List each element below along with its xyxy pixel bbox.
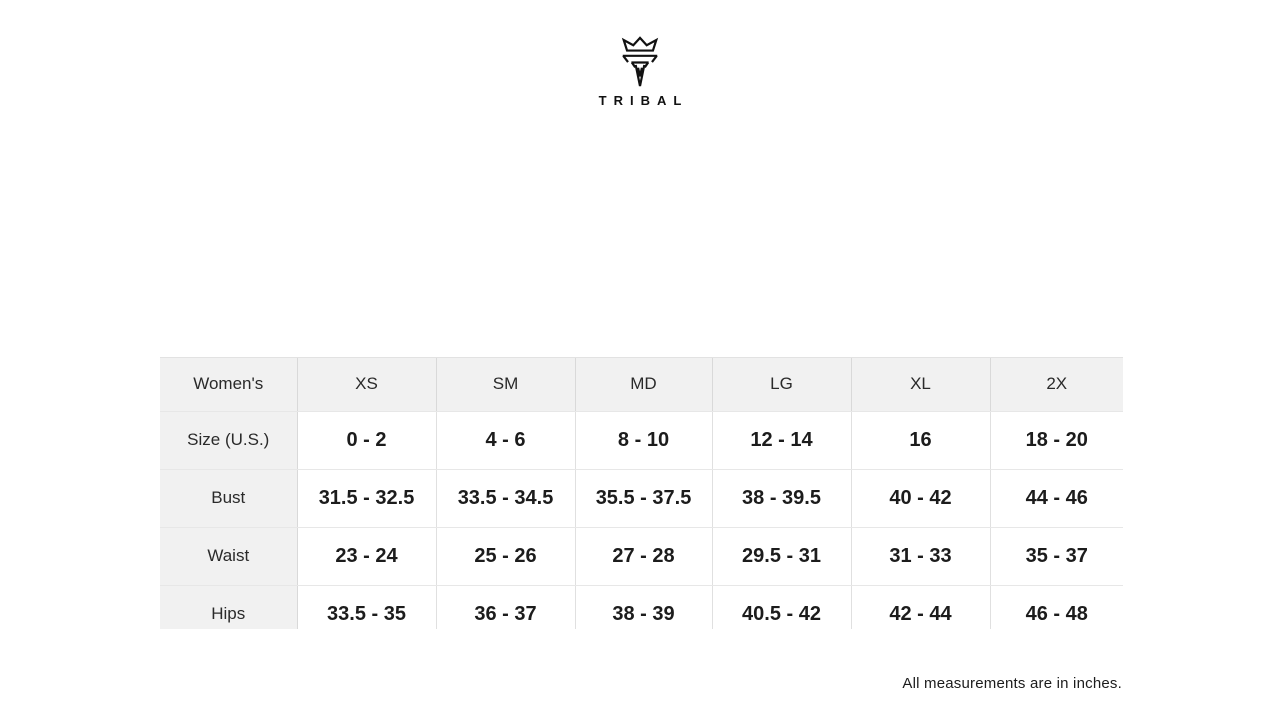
row-label: Waist [160,527,297,585]
table-cell: 42 - 44 [851,585,990,629]
table-cell: 36 - 37 [436,585,575,629]
row-label: Hips [160,585,297,629]
tribal-logo [0,36,1280,108]
table-row-hips [160,585,1123,629]
table-cell: 38 - 39.5 [712,469,851,527]
table-cell: 12 - 14 [712,411,851,469]
header-cell-2x: 2X [990,358,1123,411]
header-cell-lg: LG [712,358,851,411]
crown-t-logo-icon [617,36,663,90]
header-cell-md: MD [575,358,712,411]
table-row-bust [160,469,1123,527]
header-cell-xs: XS [297,358,436,411]
header-cell-sm: SM [436,358,575,411]
table-cell: 8 - 10 [575,411,712,469]
table-cell: 35.5 - 37.5 [575,469,712,527]
table-row-size [160,411,1123,469]
table-cell: 38 - 39 [575,585,712,629]
table-cell: 44 - 46 [990,469,1123,527]
table-cell: 35 - 37 [990,527,1123,585]
table-cell: 33.5 - 35 [297,585,436,629]
table-cell: 31.5 - 32.5 [297,469,436,527]
table-cell: 18 - 20 [990,411,1123,469]
table-cell: 16 [851,411,990,469]
table-cell: 40.5 - 42 [712,585,851,629]
header-row [160,358,1123,411]
table-cell: 33.5 - 34.5 [436,469,575,527]
table-cell: 31 - 33 [851,527,990,585]
size-chart-container [160,357,1123,629]
table-cell: 4 - 6 [436,411,575,469]
row-label: Size (U.S.) [160,411,297,469]
table-cell: 0 - 2 [297,411,436,469]
measurement-note: All measurements are in inches. [902,675,1122,692]
table-row-waist [160,527,1123,585]
table-cell: 27 - 28 [575,527,712,585]
table-cell: 46 - 48 [990,585,1123,629]
table-cell: 40 - 42 [851,469,990,527]
womens-size-chart [160,358,1123,629]
header-cell-womens: Women's [160,358,297,411]
row-label: Bust [160,469,297,527]
table-cell: 23 - 24 [297,527,436,585]
header-cell-xl: XL [851,358,990,411]
table-cell: 29.5 - 31 [712,527,851,585]
table-cell: 25 - 26 [436,527,575,585]
brand-wordmark: TRIBAL [598,93,689,108]
